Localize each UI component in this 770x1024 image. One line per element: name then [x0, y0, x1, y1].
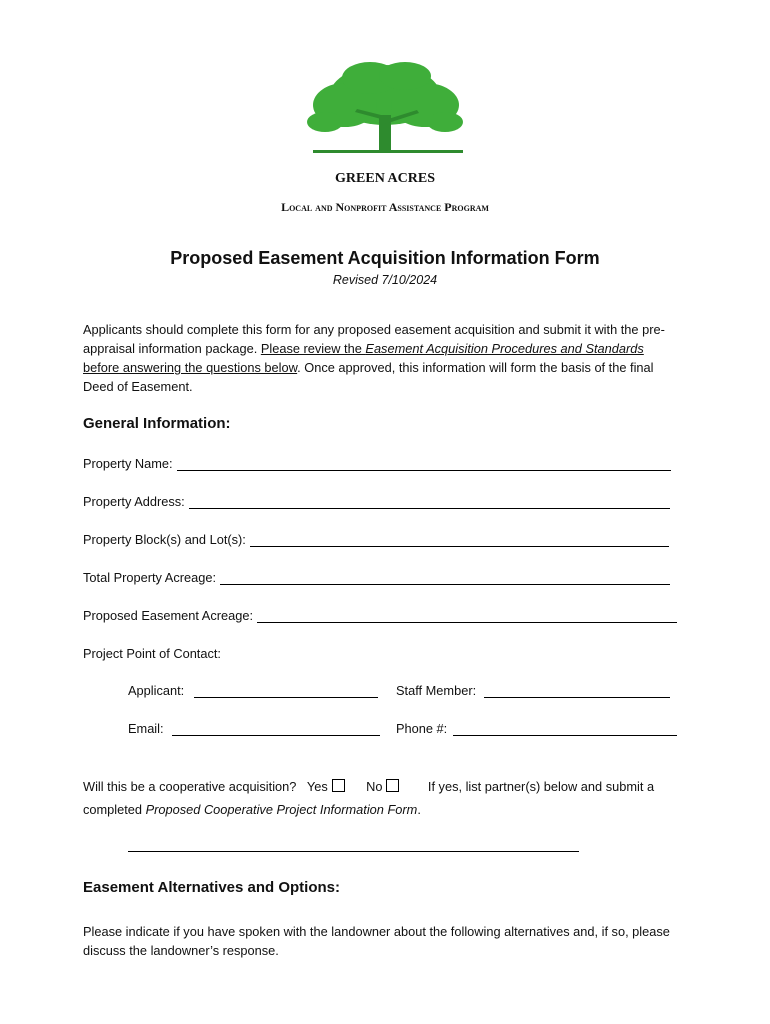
point-of-contact-label: Project Point of Contact: [83, 646, 221, 661]
property-address-line[interactable] [189, 494, 670, 509]
program-name: Local and Nonprofit Assistance Program [281, 200, 489, 214]
applicant-label: Applicant: [128, 683, 185, 698]
point-of-contact-label-row [83, 646, 221, 661]
intro-paragraph [83, 320, 683, 396]
phone-field[interactable] [396, 721, 677, 736]
total-acreage-field[interactable] [83, 570, 670, 585]
staff-member-line[interactable] [484, 683, 670, 698]
intro-text-4: before answering the questions below [83, 360, 298, 375]
staff-member-label: Staff Member: [396, 683, 477, 698]
block-lot-line[interactable] [250, 532, 669, 547]
cooperative-period: . [417, 802, 421, 817]
org-name: GREEN ACRES [335, 171, 435, 186]
total-acreage-label: Total Property Acreage: [83, 570, 217, 585]
property-name-line[interactable] [177, 456, 671, 471]
property-name-label: Property Name: [83, 456, 173, 471]
cooperative-instruction: If yes, list partner(s) below and submit a completed [83, 779, 655, 817]
total-acreage-line[interactable] [220, 570, 670, 585]
partner-line[interactable] [128, 851, 579, 852]
phone-label: Phone #: [396, 721, 448, 736]
property-address-field[interactable] [83, 494, 670, 509]
alternatives-text: Please indicate if you have spoken with the landowner about the following alternatives and, if so, please discuss the landowner’s response. [83, 924, 670, 958]
property-address-label: Property Address: [83, 494, 185, 509]
yes-checkbox[interactable] [332, 779, 345, 792]
alternatives-heading: Easement Alternatives and Options: [83, 879, 341, 896]
revised-date: Revised 7/10/2024 [332, 273, 438, 287]
property-name-field[interactable] [83, 456, 671, 471]
easement-acreage-field[interactable] [83, 608, 677, 623]
easement-acreage-label: Proposed Easement Acreage: [83, 608, 254, 623]
procedures-title: Easement Acquisition Procedures and Standards [365, 341, 644, 356]
general-info-heading: General Information: [83, 415, 231, 432]
block-lot-label: Property Block(s) and Lot(s): [83, 532, 246, 547]
cooperative-form-name: Proposed Cooperative Project Information Form [145, 802, 418, 817]
easement-acreage-line[interactable] [257, 608, 677, 623]
applicant-field[interactable] [128, 683, 378, 698]
no-label: No [366, 779, 383, 794]
cooperative-question-text: Will this be a cooperative acquisition? [83, 779, 297, 794]
email-label: Email: [128, 721, 164, 736]
no-checkbox[interactable] [386, 779, 399, 792]
intro-text-5: . Once approved, this information will form the basis of the final Deed of Easement. [83, 360, 654, 394]
intro-text-1: Applicants should complete this form for any proposed easement acquisition and submit it with the pre-appraisal information package. [83, 322, 665, 356]
yes-label: Yes [306, 779, 328, 794]
phone-line[interactable] [453, 721, 677, 736]
cooperative-question [83, 775, 693, 821]
email-field[interactable] [128, 721, 380, 736]
block-lot-field[interactable] [83, 532, 669, 547]
applicant-line[interactable] [194, 683, 378, 698]
staff-member-field[interactable] [396, 683, 670, 698]
email-line[interactable] [172, 721, 380, 736]
form-title: Proposed Easement Acquisition Information Form [170, 248, 600, 268]
intro-text-2: Please review the [260, 341, 366, 356]
green-acres-tree-logo [305, 60, 467, 160]
